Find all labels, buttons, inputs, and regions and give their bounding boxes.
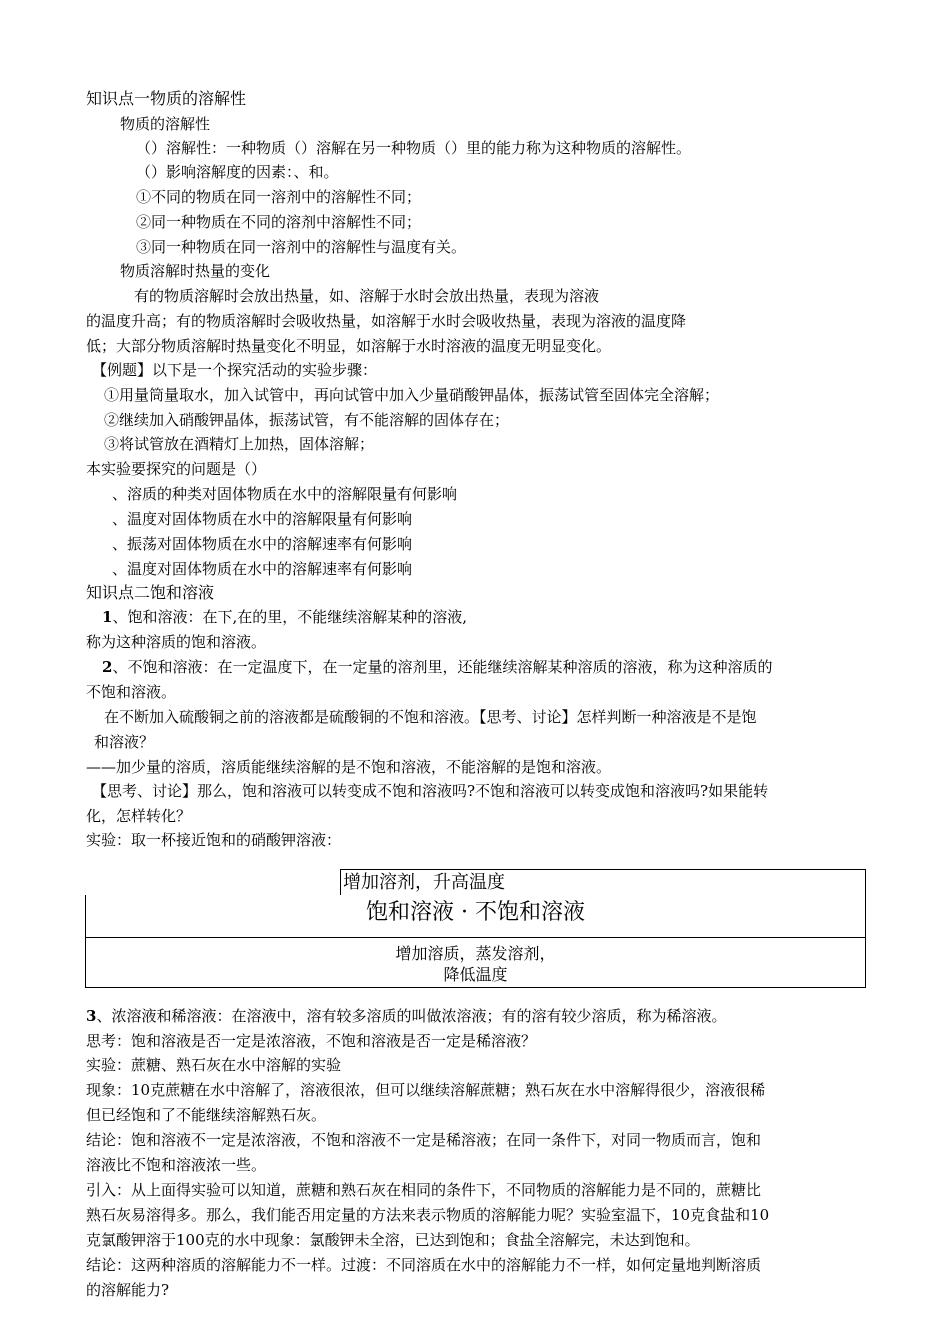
option-d: 、温度对固体物质在水中的溶解速率有何影响 [112, 560, 413, 578]
example-heading: 【例题】以下是一个探究活动的实验步骤： [92, 361, 378, 379]
solubility-factors: （）影响溶解度的因素：、和。 [136, 163, 339, 181]
factor-item-2: ②同一种物质在不同的溶剂中溶解性不同； [136, 213, 422, 231]
subheading-solubility: 物质的溶解性 [120, 115, 211, 133]
saturated-definition-line-1 [102, 607, 467, 627]
final-conclusion-line-2: 的溶解能力? [86, 1281, 170, 1299]
option-c: 、振荡对固体物质在水中的溶解速率有何影响 [112, 535, 413, 553]
unsaturated-definition-line-1 [102, 657, 772, 677]
diagram-bottom-label-1: 增加溶质，蒸发溶剂， [395, 944, 556, 963]
heat-paragraph-line-2: 的温度升高；有的物质溶解时会吸收热量，如溶解于水时会吸收热量，表现为溶液的温度降 [86, 312, 687, 330]
experiment-sugar-lime: 实验：蔗糖、熟石灰在水中溶解的实验 [86, 1056, 342, 1074]
intro-line-2: 熟石灰易溶得多。那么，我们能否用定量的方法来表示物质的溶解能力呢？实验室温下，10克食盐和10 [86, 1206, 770, 1224]
factor-item-1: ①不同的物质在同一溶剂中的溶解性不同； [136, 188, 422, 206]
subheading-heat-change: 物质溶解时热量的变化 [120, 262, 271, 280]
discussion-question-line-1: 【思考、讨论】那么，饱和溶液可以转变成不饱和溶液吗?不饱和溶液可以转变成饱和溶液吗?如果能转 [92, 782, 769, 800]
heat-paragraph-line-1: 有的物质溶解时会放出热量，如、溶解于水时会放出热量，表现为溶液 [134, 287, 600, 305]
saturated-definition-text: 、饱和溶液：在下,在的里，不能继续溶解某种的溶液, [112, 608, 467, 626]
discussion-answer: ——加少量的溶质，溶质能继续溶解的是不饱和溶液，不能溶解的是饱和溶液。 [86, 758, 612, 776]
heat-paragraph-line-3: 低；大部分物质溶解时热量变化不明显，如溶解于水时溶液的温度无明显变化。 [86, 337, 612, 355]
diagram-divider [86, 937, 865, 938]
example-step-3: ③将试管放在酒精灯上加热，固体溶解； [104, 435, 375, 453]
diagram-top-box [340, 869, 866, 897]
example-step-1: ①用量筒量取水，加入试管中，再向试管中加入少量硝酸钾晶体，振荡试管至固体完全溶解； [104, 386, 720, 404]
diagram-main-box [85, 895, 866, 988]
factor-item-3: ③同一种物质在同一溶剂中的溶解性与温度有关。 [136, 238, 467, 256]
copper-sulfate-line-1: 在不断加入硫酸铜之前的溶液都是硫酸铜的不饱和溶液。【思考、讨论】怎样判断一种溶液是不是饱 [104, 708, 757, 726]
experiment-intro: 实验：取一杯接近饱和的硝酸钾溶液： [86, 831, 342, 849]
section2-title: 知识点二饱和溶液 [86, 583, 215, 602]
diagram-bottom-label-2: 降低温度 [443, 965, 508, 984]
example-question: 本实验要探究的问题是（） [86, 460, 267, 478]
conclusion-line-1: 结论：饱和溶液不一定是浓溶液，不饱和溶液不一定是稀溶液；在同一条件下，对同一物质而言，饱和 [86, 1131, 762, 1149]
item-number: 1 [102, 608, 113, 626]
diagram-middle-label: 饱和溶液 · 不饱和溶液 [366, 900, 585, 925]
final-conclusion-line-1: 结论：这两种溶质的溶解能力不一样。过渡：不同溶质在水中的溶解能力不一样，如何定量地判断溶质 [86, 1256, 762, 1274]
item-number: 2 [102, 658, 113, 676]
option-a: 、溶质的种类对固体物质在水中的溶解限量有何影响 [112, 485, 458, 503]
unsaturated-definition-line-2: 不饱和溶液。 [86, 683, 177, 701]
concentrated-dilute-text: 、浓溶液和稀溶液：在溶液中，溶有较多溶质的叫做浓溶液；有的溶有较少溶质，称为稀溶液。 [96, 1007, 727, 1025]
discussion-question-line-2: 化，怎样转化？ [86, 807, 192, 825]
section1-title: 知识点一物质的溶解性 [86, 89, 247, 108]
solubility-definition: （）溶解性：一种物质（）溶解在另一种物质（）里的能力称为这种物质的溶解性。 [136, 139, 692, 157]
option-b: 、温度对固体物质在水中的溶解限量有何影响 [112, 510, 413, 528]
saturated-definition-line-2: 称为这种溶质的饱和溶液。 [86, 633, 267, 651]
diagram-top-label: 增加溶剂，升高温度 [343, 872, 505, 893]
example-step-2: ②继续加入硝酸钾晶体，振荡试管，有不能溶解的固体存在； [104, 411, 510, 429]
conclusion-line-2: 溶液比不饱和溶液浓一些。 [86, 1156, 267, 1174]
think-question: 思考：饱和溶液是否一定是浓溶液，不饱和溶液是否一定是稀溶液？ [86, 1032, 537, 1050]
copper-sulfate-line-2: 和溶液？ [94, 733, 155, 751]
item-number: 3 [86, 1007, 97, 1025]
phenomenon-line-2: 但已经饱和了不能继续溶解熟石灰。 [86, 1106, 327, 1124]
intro-line-3: 克氯酸钾溶于100克的水中现象：氯酸钾未全溶，已达到饱和；食盐全溶解完，未达到饱和。 [86, 1231, 700, 1249]
concentrated-dilute-definition [86, 1006, 726, 1026]
unsaturated-definition-text: 、不饱和溶液：在一定温度下，在一定量的溶剂里，还能继续溶解某种溶质的溶液，称为这种溶质的 [112, 658, 773, 676]
intro-line-1: 引入：从上面得实验可以知道，蔗糖和熟石灰在相同的条件下，不同物质的溶解能力是不同的，蔗糖比 [86, 1181, 762, 1199]
phenomenon-line-1: 现象：10克蔗糖在水中溶解了，溶液很浓，但可以继续溶解蔗糖；熟石灰在水中溶解得很少，溶液很稀 [86, 1081, 766, 1099]
